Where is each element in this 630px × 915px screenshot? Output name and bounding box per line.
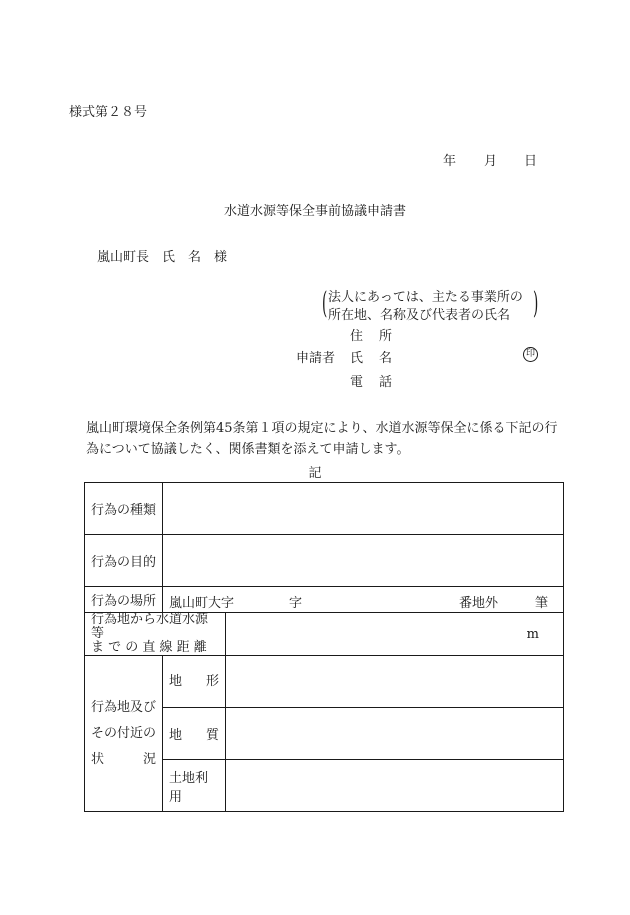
corporation-note-line1: 法人にあっては、主たる事業所の xyxy=(328,290,523,305)
note-open-bracket: ( xyxy=(322,286,328,321)
row-terrain xyxy=(85,656,564,708)
date-year-label: 年 xyxy=(443,154,457,169)
purpose-field[interactable] xyxy=(163,535,564,587)
geology-label: 地 質 xyxy=(163,708,226,760)
place-label: 行為の場所 xyxy=(85,587,163,613)
date-month-label: 月 xyxy=(484,154,498,169)
landuse-field[interactable] xyxy=(226,760,564,812)
type-label: 行為の種類 xyxy=(85,483,163,535)
place-aza: 字 xyxy=(289,595,303,611)
place-hitsu: 筆 xyxy=(535,595,549,611)
terrain-label: 地 形 xyxy=(163,656,226,708)
place-banchi: 番地外 xyxy=(459,595,499,611)
distance-label: 行為地から水道水源等 ま で の 直 線 距 離 xyxy=(85,613,226,656)
name-label: 氏 名 xyxy=(350,351,393,366)
seal-mark: 印 xyxy=(523,347,538,362)
row-type xyxy=(85,483,564,535)
situation-label: 行為地及び その付近の 状 況 xyxy=(85,656,163,812)
place-town: 嵐山町大字 xyxy=(169,595,235,611)
ki-heading: 記 xyxy=(308,466,322,481)
type-field[interactable] xyxy=(163,483,564,535)
body-text: 嵐山町環境保全条例第45条第１項の規定により、水道水源等保全に係る下記の行為について協議したく、関係書類を添えて申請します。 xyxy=(86,421,558,457)
place-field[interactable] xyxy=(163,587,564,613)
phone-label: 電 話 xyxy=(350,375,393,390)
distance-field[interactable] xyxy=(226,613,564,656)
document-title: 水道水源等保全事前協議申請書 xyxy=(223,204,406,219)
date-day-label: 日 xyxy=(524,154,538,169)
application-table xyxy=(84,482,564,812)
purpose-label: 行為の目的 xyxy=(85,535,163,587)
terrain-field[interactable] xyxy=(226,656,564,708)
row-distance xyxy=(85,613,564,656)
note-close-bracket: ) xyxy=(533,286,539,321)
applicant-label: 申請者 xyxy=(296,351,336,366)
landuse-label: 土地利用 xyxy=(163,760,226,812)
row-purpose xyxy=(85,535,564,587)
addressee: 嵐山町長 氏 名 様 xyxy=(97,250,228,265)
distance-unit: m xyxy=(526,626,539,642)
row-place xyxy=(85,587,564,613)
corporation-note xyxy=(328,289,523,325)
address-label: 住 所 xyxy=(350,329,393,344)
form-number: 様式第２８号 xyxy=(69,105,148,120)
geology-field[interactable] xyxy=(226,708,564,760)
corporation-note-line2: 所在地、名称及び代表者の氏名 xyxy=(328,308,511,323)
